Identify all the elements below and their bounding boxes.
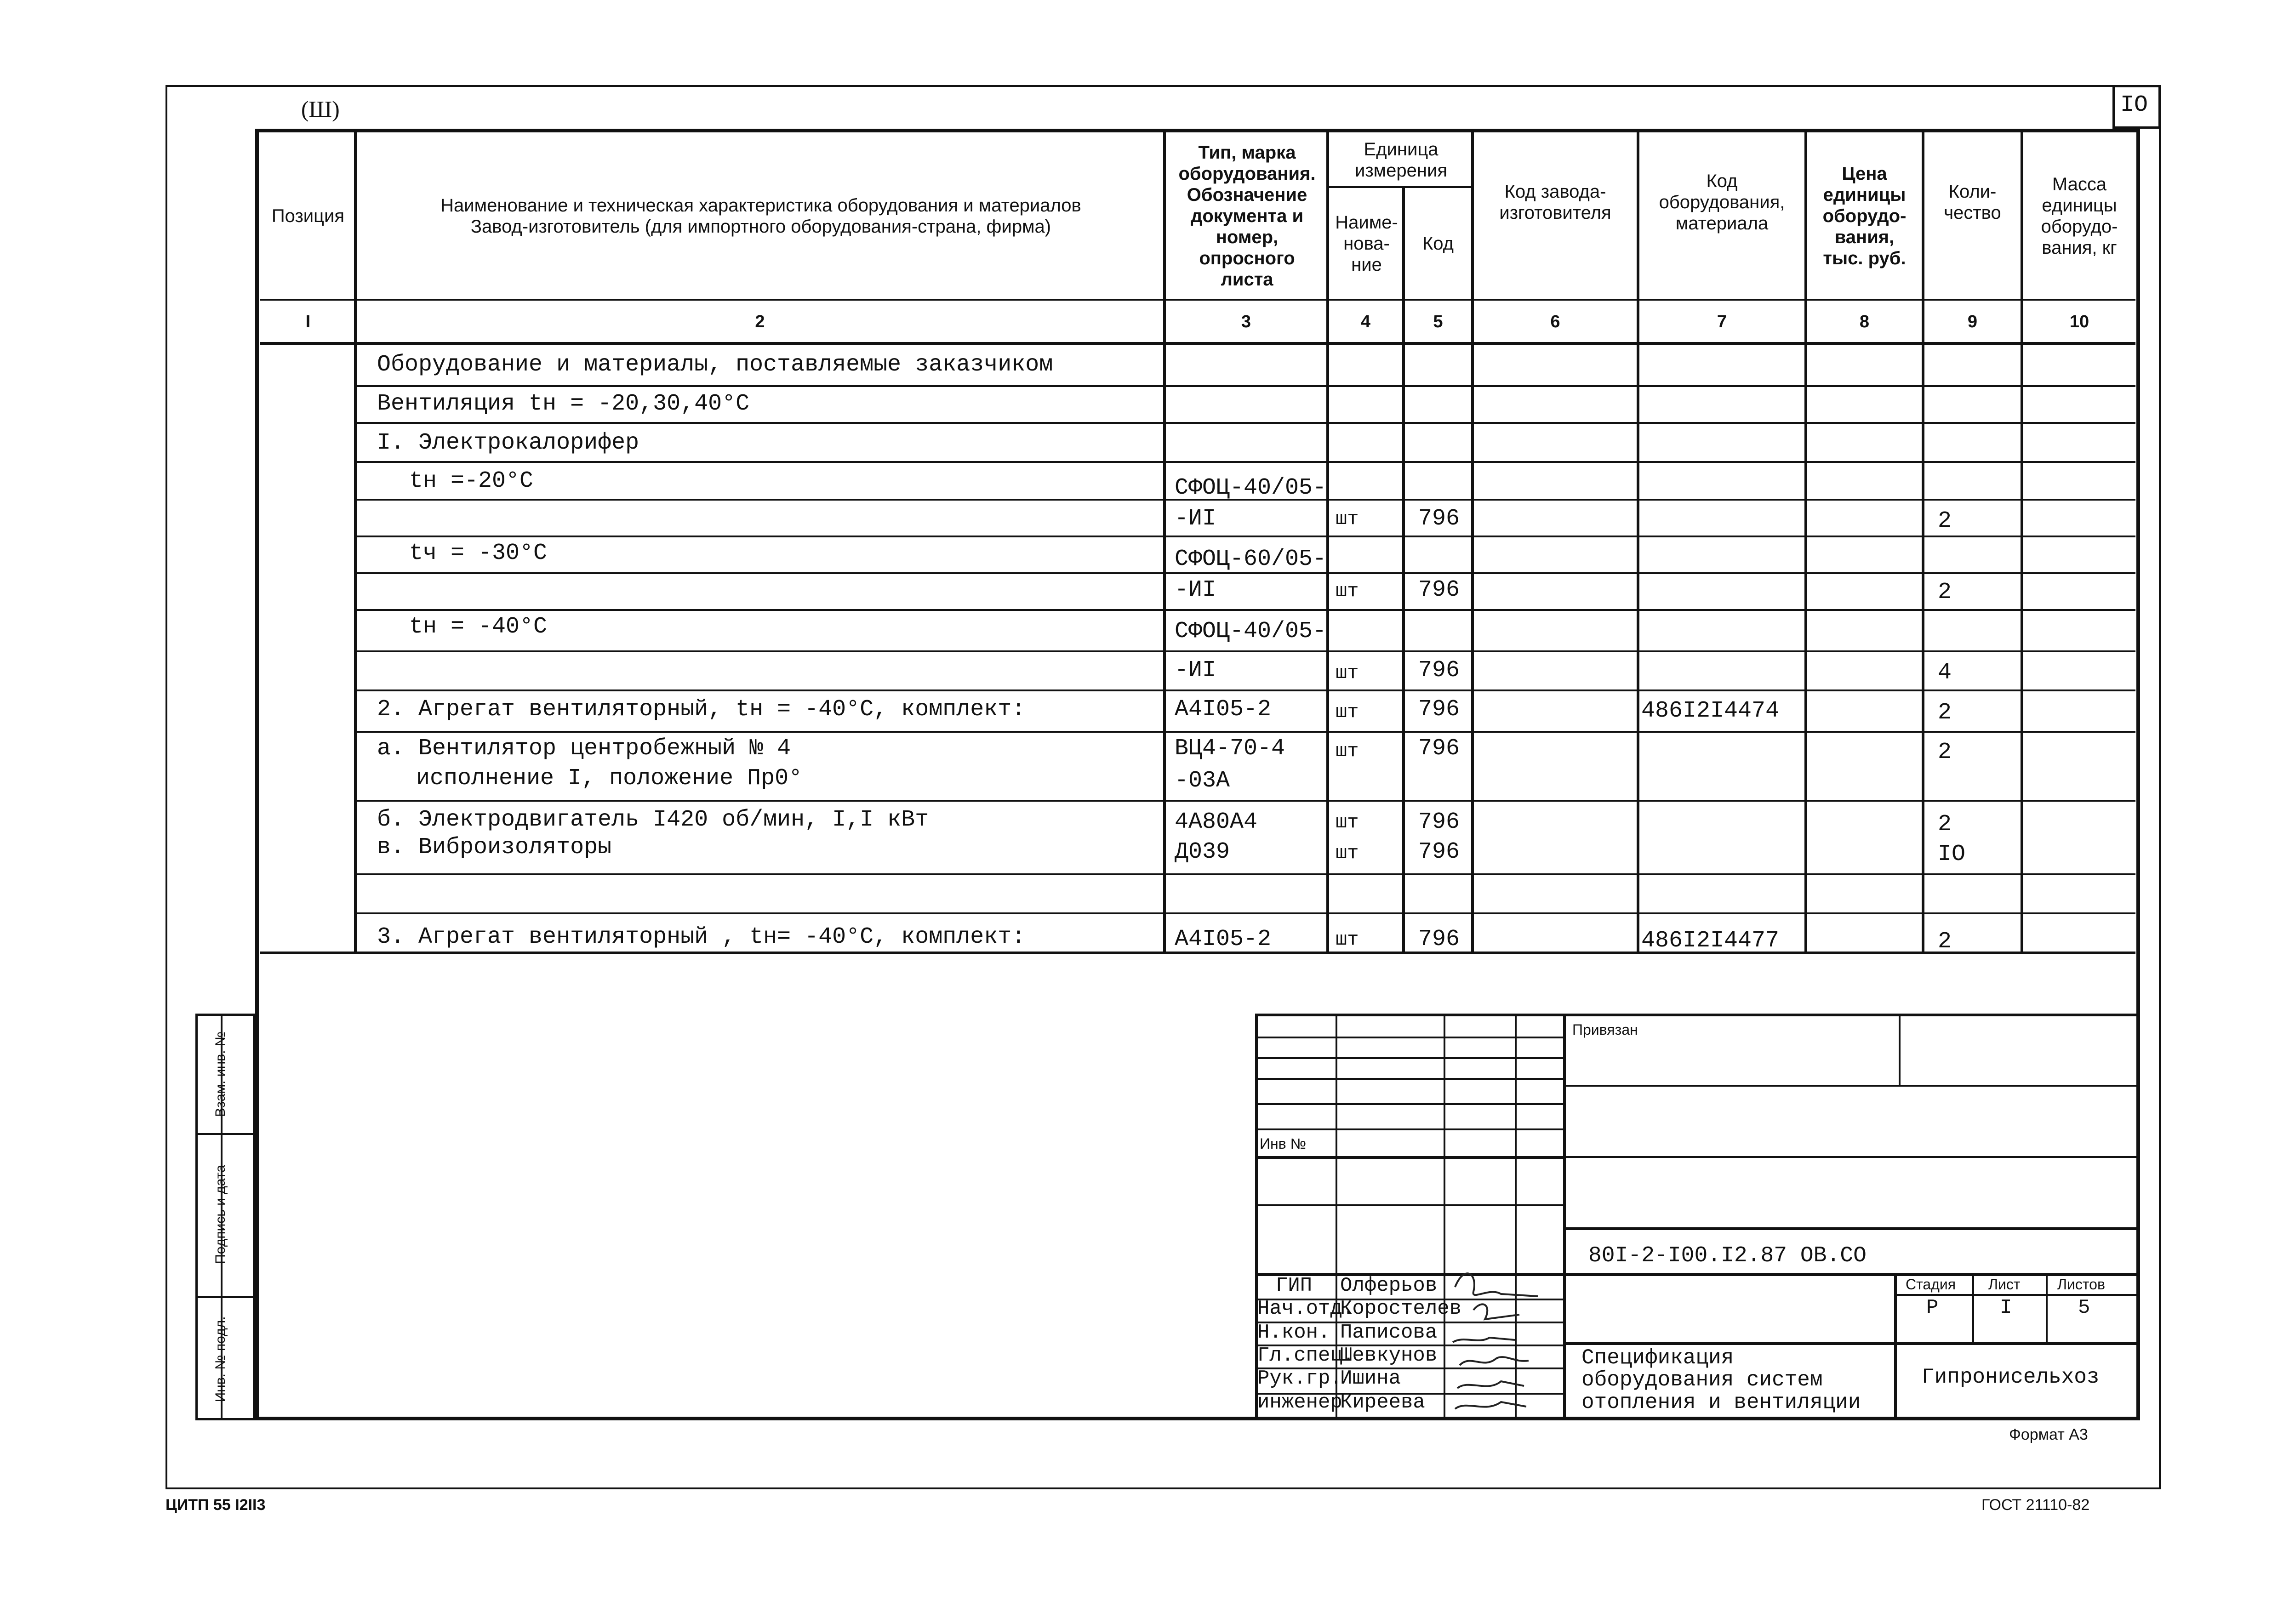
sheet-number: IO <box>2120 92 2148 118</box>
stamp-sheets: 5 <box>2078 1296 2090 1319</box>
stamp-role-2: Нач.отд. <box>1257 1297 1355 1320</box>
row-5-qty: 2 <box>1938 508 1952 534</box>
row-4-name: tн =-20°С <box>409 468 534 494</box>
col-header-position: Позиция <box>271 206 345 226</box>
stamp-sheet: I <box>2000 1296 2012 1319</box>
row-11-name: а. Вентилятор центробежный № 4 <box>377 735 791 762</box>
row-9-qty: 4 <box>1938 660 1952 686</box>
row-13-type: 4А80А4 <box>1175 809 1258 835</box>
stamp-privyazan: Привязан <box>1572 1021 1638 1038</box>
side-label-replacement-inventory: Взам. инв. № <box>213 1031 228 1117</box>
col-number-7: 7 <box>1717 312 1727 331</box>
row-14-code: 796 <box>1418 839 1460 865</box>
stamp-role-1: ГИП <box>1276 1274 1313 1297</box>
row-9-type: -ИI <box>1175 657 1216 684</box>
row-16-type: А4I05-2 <box>1175 926 1272 952</box>
stamp-stage: Р <box>1926 1296 1939 1319</box>
stamp-sheet-label: Лист <box>1988 1276 2021 1293</box>
col-header-qty: Коли-чество <box>1944 182 2001 223</box>
col-header-name: Наименование и техническая характеристика оборудования и материалов Завод-изготовитель (для импортного оборудования-страна, фирма) <box>440 195 1081 237</box>
col-header-mass: Масса единицы оборудо-вания, кг <box>2041 174 2118 258</box>
col-number-10: 10 <box>2069 312 2089 331</box>
col-number-4: 4 <box>1360 312 1371 331</box>
col-header-type: Тип, марка оборудования. Обозначение документа и номер, опросного листа <box>1178 142 1316 290</box>
corner-mark: (Ш) <box>301 96 340 122</box>
col-number-5: 5 <box>1433 312 1443 331</box>
row-1-name: Оборудование и материалы, поставляемые заказчиком <box>377 352 1053 378</box>
stamp-name-3: Паписова <box>1340 1321 1438 1344</box>
row-16-material-code: 486I2I4477 <box>1641 928 1780 954</box>
row-10-material-code: 486I2I4474 <box>1641 698 1780 724</box>
col-header-factory-code: Код завода-изготовителя <box>1499 182 1611 223</box>
stamp-name-1: Олферьов <box>1340 1274 1438 1297</box>
row-6-name: tч = -30°С <box>409 540 548 566</box>
col-header-unit-code: Код <box>1422 234 1454 254</box>
row-12-type: -03А <box>1175 768 1230 794</box>
col-header-price: Цена единицы оборудо-вания, тыс. руб. <box>1822 164 1907 268</box>
side-label-original-inventory: Инв. № подл. <box>213 1316 228 1402</box>
col-header-unit-name: Наиме-нова-ние <box>1335 212 1398 275</box>
row-13-unit: шт <box>1336 811 1359 833</box>
row-9-code: 796 <box>1418 657 1460 684</box>
row-3-name: I. Электрокалорифер <box>377 430 639 456</box>
stamp-role-4: Гл.спец. <box>1257 1344 1355 1367</box>
row-9-unit: шт <box>1336 662 1359 684</box>
row-5-code: 796 <box>1418 506 1460 532</box>
row-13-code: 796 <box>1418 809 1460 835</box>
footer-right-standard: ГОСТ 21110-82 <box>1981 1496 2090 1514</box>
row-11-qty: 2 <box>1938 739 1952 765</box>
row-2-name: Вентиляция tн = -20,30,40°С <box>377 391 750 417</box>
stamp-role-5: Рук.гр. <box>1257 1367 1342 1390</box>
col-header-unit-group: Единица измерения <box>1354 139 1447 181</box>
col-number-1: I <box>305 312 311 331</box>
col-number-6: 6 <box>1550 312 1560 331</box>
row-6-type: СФОЦ-60/05- <box>1175 546 1327 572</box>
stamp-name-5: Ишина <box>1340 1367 1401 1390</box>
stamp-name-4: Шевкунов <box>1340 1344 1438 1367</box>
row-8-name: tн = -40°С <box>409 614 548 640</box>
col-header-material-code: Код оборудования, материала <box>1659 171 1785 234</box>
row-8-type: СФОЦ-40/05- <box>1175 618 1327 644</box>
row-16-name: 3. Агрегат вентиляторный , tн= -40°С, комплект: <box>377 924 1026 950</box>
stamp-document-code: 80I-2-I00.I2.87 ОВ.СО <box>1588 1243 1867 1268</box>
stamp-role-6: инженер <box>1257 1391 1342 1414</box>
row-16-code: 796 <box>1418 926 1460 952</box>
row-4-type: СФОЦ-40/05- <box>1175 475 1327 501</box>
row-5-unit: шт <box>1336 508 1359 530</box>
row-11-type: ВЦ4-70-4 <box>1175 735 1285 762</box>
row-14-unit: шт <box>1336 842 1359 864</box>
stamp-name-6: Киреева <box>1340 1391 1425 1414</box>
stamp-name-2: Коростелев <box>1340 1297 1462 1320</box>
footer-left-code: ЦИТП 55 I2II3 <box>166 1496 266 1514</box>
row-14-name: в. Виброизоляторы <box>377 834 612 860</box>
row-10-type: А4I05-2 <box>1175 696 1272 723</box>
row-14-type: Д039 <box>1175 839 1230 865</box>
row-13-qty: 2 <box>1938 811 1952 838</box>
row-16-unit: шт <box>1336 929 1359 951</box>
row-14-qty: IO <box>1938 841 1966 867</box>
row-10-name: 2. Агрегат вентиляторный, tн = -40°С, комплект: <box>377 696 1026 723</box>
col-number-2: 2 <box>755 312 765 331</box>
row-5-type: -ИI <box>1175 506 1216 532</box>
side-label-signature-date: Подпись и дата <box>213 1165 228 1264</box>
row-11-code: 796 <box>1418 735 1460 762</box>
row-13-name: б. Электродвигатель I420 об/мин, I,I кВт <box>377 807 929 833</box>
row-7-type: -ИI <box>1175 577 1216 603</box>
row-10-qty: 2 <box>1938 700 1952 726</box>
row-12-name: исполнение I, положение Пр0° <box>416 765 803 792</box>
row-7-code: 796 <box>1418 577 1460 603</box>
stamp-role-3: Н.кон. <box>1257 1321 1330 1344</box>
row-7-qty: 2 <box>1938 579 1952 605</box>
row-16-qty: 2 <box>1938 929 1952 955</box>
row-10-code: 796 <box>1418 696 1460 723</box>
row-11-unit: шт <box>1336 740 1359 762</box>
stamp-organization: Гипронисельхоз <box>1922 1365 2100 1389</box>
stamp-sheets-label: Листов <box>2057 1276 2105 1293</box>
stamp-inventory-label: Инв № <box>1260 1135 1306 1152</box>
format-label: Формат А3 <box>2009 1426 2088 1443</box>
signatures-graphic <box>1446 1255 1561 1420</box>
row-7-unit: шт <box>1336 580 1359 602</box>
stamp-stage-label: Стадия <box>1906 1276 1956 1293</box>
stamp-title: Спецификация оборудования систем отопления и вентиляции <box>1581 1346 1861 1414</box>
row-10-unit: шт <box>1336 701 1359 723</box>
col-number-3: 3 <box>1241 312 1251 331</box>
col-number-8: 8 <box>1859 312 1870 331</box>
col-number-9: 9 <box>1967 312 1978 331</box>
